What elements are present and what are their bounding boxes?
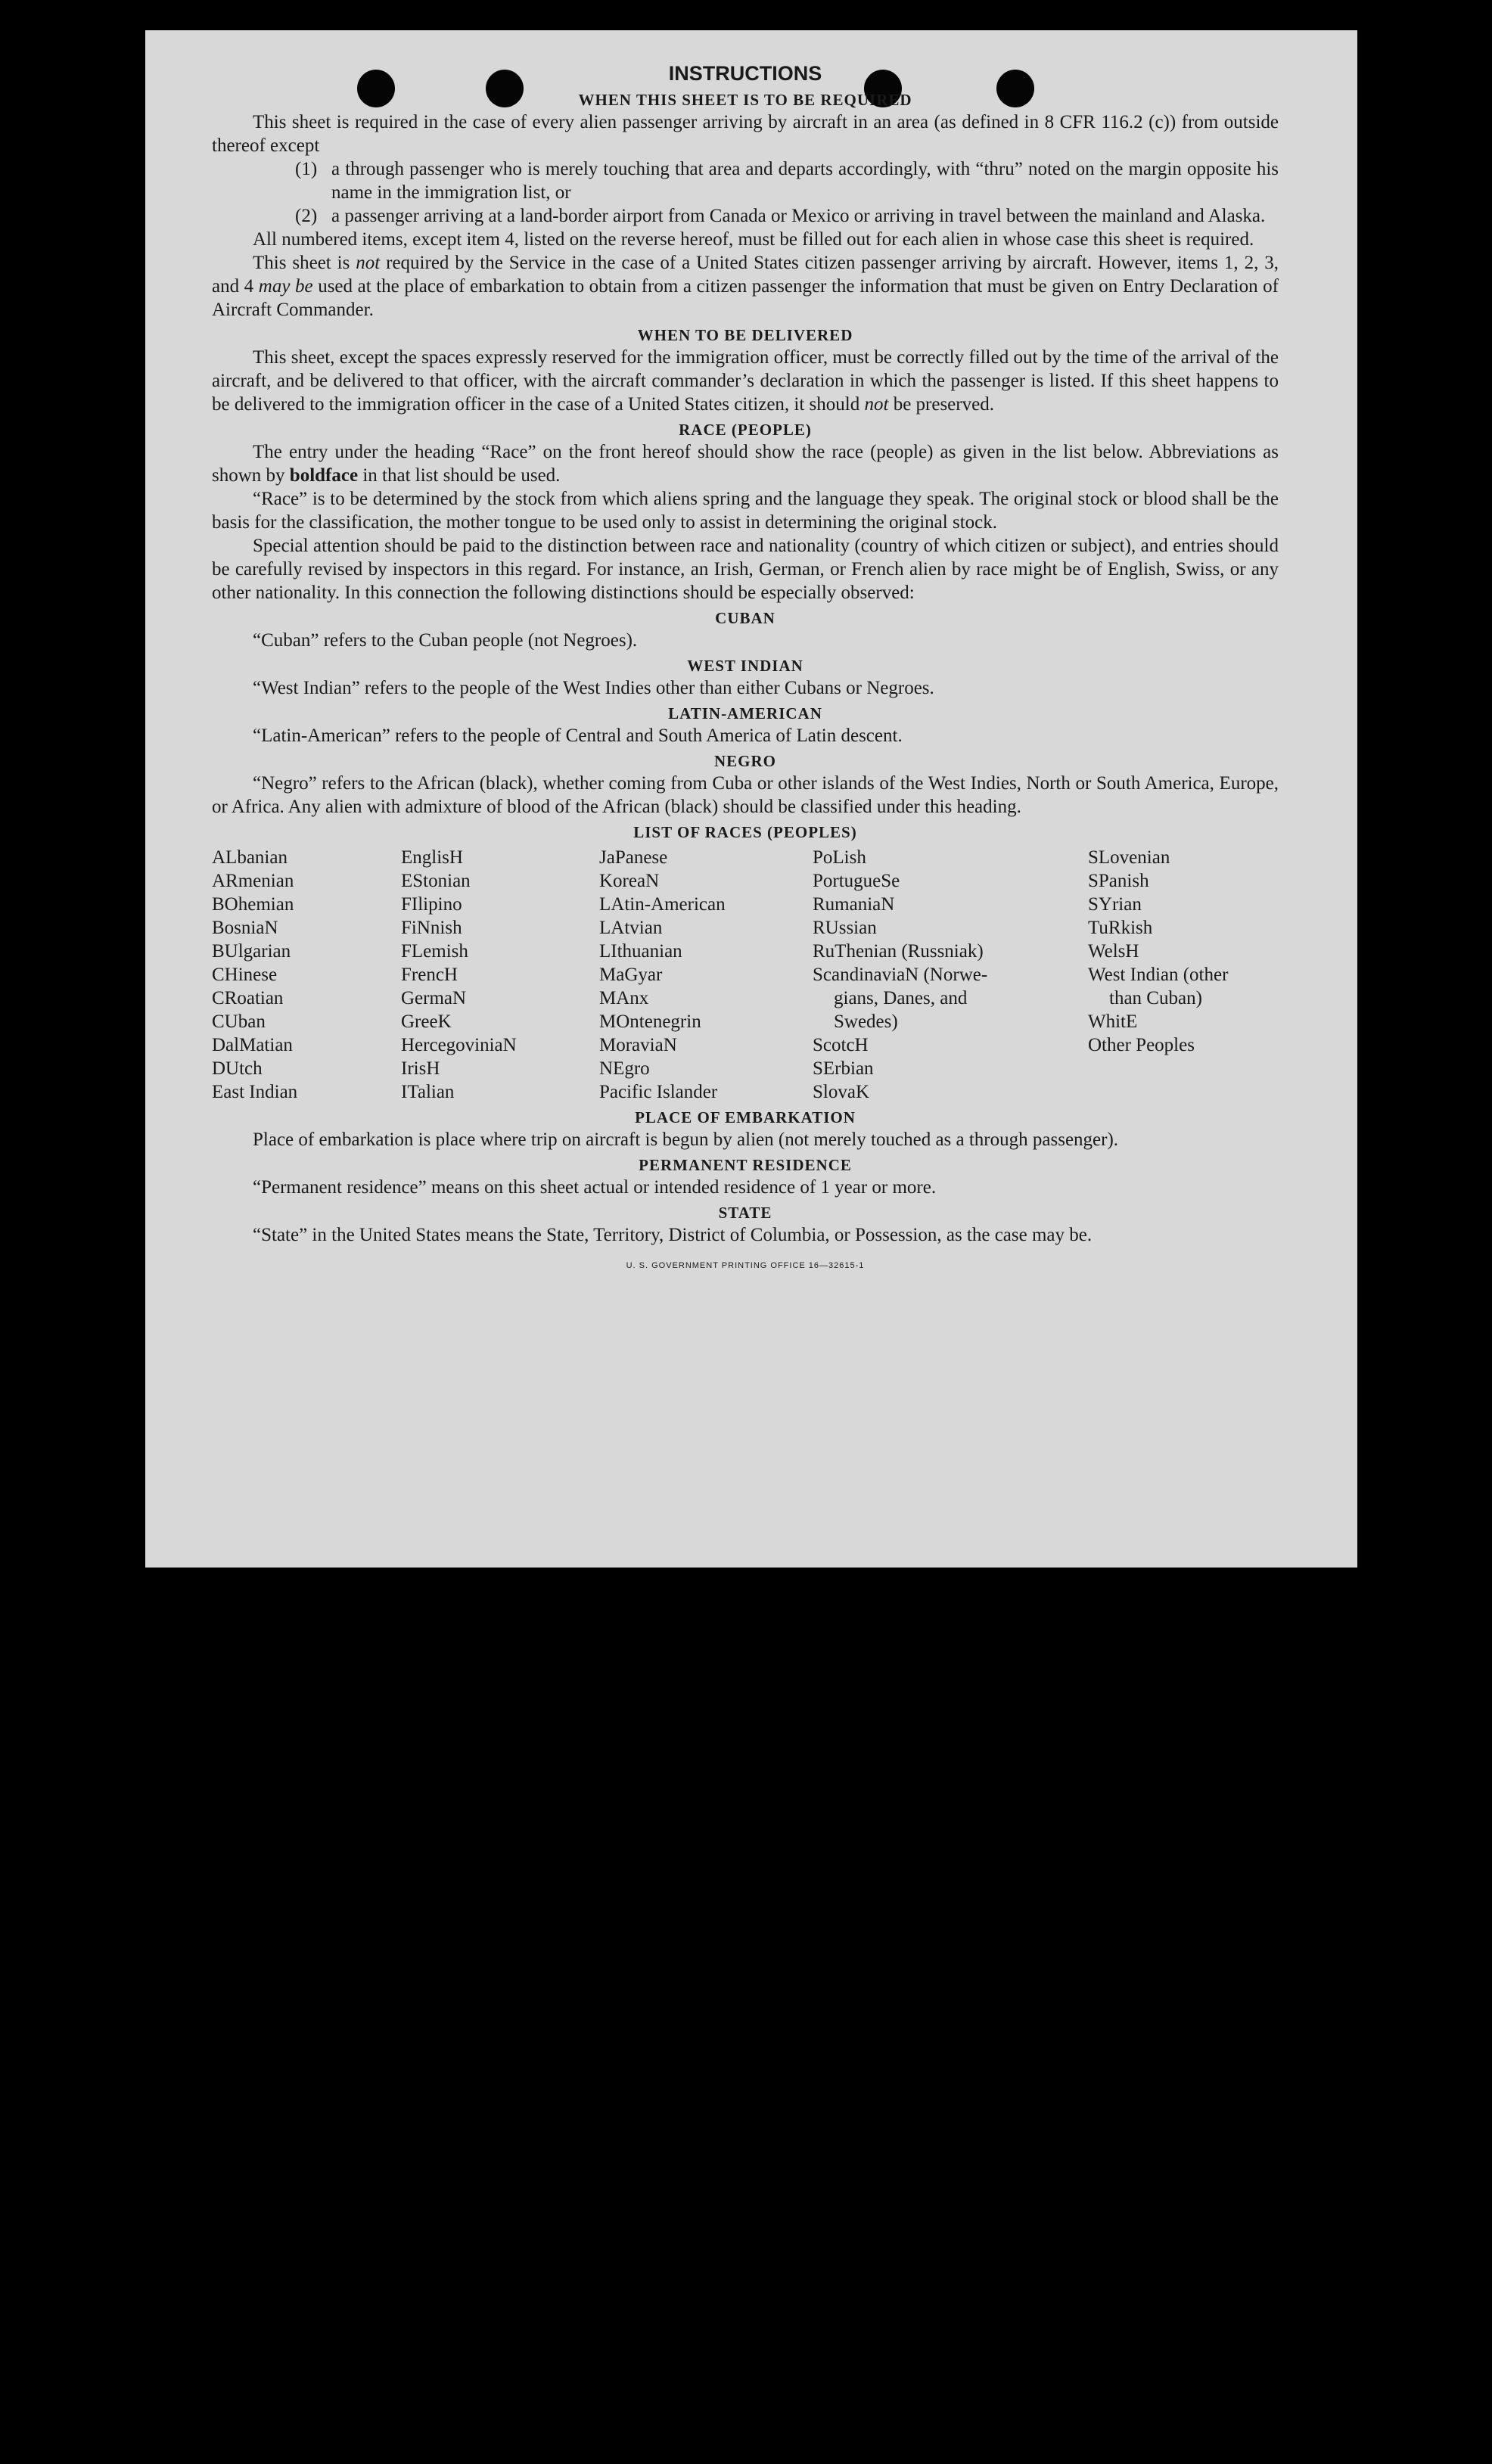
race-entry: NEgro [599,1058,650,1079]
race-entry: SErbian [813,1058,874,1079]
text-run: required by the Service in the case of a United States citizen passenger arriving by aircraft. However, items 1, 2, 3, and 4 [212,253,1279,297]
races-column [212,846,401,1104]
race-entry: WelsH [1088,941,1139,962]
race-entry: PoLish [813,847,866,868]
race-entry: SPanish [1088,871,1149,891]
section-heading-list-of-races: LIST OF RACES (PEOPLES) [633,823,857,841]
text-run: used at the place of embarkation to obtain from a citizen passenger the information that must be given on Entry Declaration of Aircraft Commander. [212,276,1279,320]
section-heading-required: WHEN THIS SHEET IS TO BE REQUIRED [578,91,912,109]
race-entry: PortugueSe [813,871,900,891]
emphasis: not [864,394,889,415]
race-entry: Pacific Islander [599,1082,718,1102]
list-text: a through passenger who is merely touching that area and departs accordingly, with “thru” noted on the margin opposite his name in the immigration list, or [331,159,1279,203]
race-entry: CHinese [212,965,278,985]
race-entry: LIthuanian [599,941,682,962]
paragraph: This sheet is required in the case of every alien passenger arriving by aircraft in an area (as defined in 8 CFR 116.2 (c)) from outside thereof except [212,112,1279,156]
list-item [295,204,1279,228]
paragraph: “Permanent residence” means on this sheet actual or intended residence of 1 year or more. [253,1177,937,1198]
race-entry: LAtin-American [599,894,726,915]
race-entry: SlovaK [813,1082,869,1102]
text-run: be preserved. [888,394,994,415]
list-number: (2) [295,206,318,226]
emphasis: not [356,253,381,273]
race-entry: EStonian [401,871,471,891]
race-entry: East Indian [212,1082,298,1102]
race-entry: JaPanese [599,847,668,868]
text-run: This sheet, except the spaces expressly reserved for the immigration officer, must be correctly filled out by the time of the arrival of the aircraft, and be delivered to that officer, with the aircraft commander’s declaration in which the passenger is listed. If this sheet happens to be delivered to the immigration officer in the case of a United States citizen, it should [212,347,1279,415]
race-entry: CRoatian [212,988,284,1008]
race-entry: FrencH [401,965,458,985]
race-entry: MAnx [599,988,649,1008]
text-run: This sheet is [253,253,356,273]
race-entry: MOntenegrin [599,1011,701,1032]
races-column [401,846,599,1104]
section-heading-negro: NEGRO [713,752,776,770]
text-run: The entry under the heading “Race” on the front hereof should show the race (people) as given in the list below. Abbreviations as shown by [212,442,1279,486]
section-heading-state: STATE [718,1204,772,1222]
paragraph: “West Indian” refers to the people of the West Indies other than either Cubans or Negroes. [253,678,934,698]
paragraph: Special attention should be paid to the distinction between race and nationality (country of which citizen or subject), and entries should be carefully revised by inspectors in this regard. For instance, an Irish, German, or French alien by race might be of English, Swiss, or any other nationality. In this connection the following distinctions should be especially observed: [212,536,1279,603]
race-entry: FiNnish [401,918,462,938]
race-entry: FIlipino [401,894,462,915]
section-heading-latin-american: LATIN-AMERICAN [668,704,822,722]
race-entry: DUtch [212,1058,263,1079]
text-run: in that list should be used. [358,465,561,486]
race-entry: ScotcH [813,1035,869,1055]
race-entry: SLovenian [1088,847,1170,868]
race-entry: LAtvian [599,918,663,938]
section-heading-delivered: WHEN TO BE DELIVERED [637,326,853,344]
race-entry: CUban [212,1011,266,1032]
bold-text: boldface [289,465,359,486]
paragraph: “Latin-American” refers to the people of Central and South America of Latin descent. [253,726,903,746]
list-item [295,157,1279,204]
race-entry: than Cuban) [1109,988,1202,1008]
race-entry: Other Peoples [1088,1035,1195,1055]
race-entry: gians, Danes, and [834,988,968,1008]
paragraph: “Race” is to be determined by the stock from which aliens spring and the language they speak. The original stock or blood shall be the basis for the classification, the mother tongue to be used only to assist in determining the original stock. [212,489,1279,533]
races-list [212,846,1279,1104]
race-entry: WhitE [1088,1011,1138,1032]
race-entry: GermaN [401,988,467,1008]
race-entry: MoraviaN [599,1035,677,1055]
paragraph: “Cuban” refers to the Cuban people (not Negroes). [253,630,638,651]
section-heading-west-indian: WEST INDIAN [687,657,804,675]
section-heading-cuban: CUBAN [715,609,776,627]
section-heading-embarkation: PLACE OF EMBARKATION [635,1108,856,1126]
paragraph: “Negro” refers to the African (black), whether coming from Cuba or other islands of the West Indies, North or South America, Europe, or Africa. Any alien with admixture of blood of the African (black) should be classified under this heading. [212,773,1279,817]
paragraph: Place of embarkation is place where trip on aircraft is begun by alien (not merely touched as a through passenger). [253,1129,1119,1150]
printer-imprint: U. S. GOVERNMENT PRINTING OFFICE 16—32615-1 [626,1261,865,1270]
section-heading-residence: PERMANENT RESIDENCE [639,1156,852,1174]
list-text: a passenger arriving at a land-border airport from Canada or Mexico or arriving in travel between the mainland and Alaska. [331,206,1266,226]
paragraph [212,440,1279,487]
race-entry: BUlgarian [212,941,291,962]
race-entry: ALbanian [212,847,288,868]
race-entry: Swedes) [834,1011,898,1032]
paragraph: “State” in the United States means the State, Territory, District of Columbia, or Possession, as the case may be. [253,1225,1093,1245]
race-entry: TuRkish [1088,918,1153,938]
race-entry: ITalian [401,1082,455,1102]
section-heading-race: RACE (PEOPLE) [679,421,812,439]
race-entry: BosniaN [212,918,278,938]
race-entry: HercegoviniaN [401,1035,517,1055]
emphasis: may be [258,276,313,297]
paragraph [212,346,1279,416]
race-entry: West Indian (other [1088,965,1229,985]
race-entry: ScandinaviaN (Norwe- [813,965,988,985]
race-entry: RUssian [813,918,877,938]
race-entry: RuThenian (Russniak) [813,941,984,962]
race-entry: IrisH [401,1058,440,1079]
paragraph [212,251,1279,322]
list-number: (1) [295,159,318,179]
document-page [145,30,1357,1568]
race-entry: FLemish [401,941,468,962]
race-entry: SYrian [1088,894,1142,915]
races-column [599,846,813,1104]
race-entry: KoreaN [599,871,660,891]
paragraph: All numbered items, except item 4, listed on the reverse hereof, must be filled out for each alien in whose case this sheet is required. [253,229,1254,250]
document-content [212,61,1279,1278]
race-entry: DalMatian [212,1035,293,1055]
race-entry: GreeK [401,1011,452,1032]
page-title: INSTRUCTIONS [668,62,822,85]
races-column [813,846,1088,1104]
race-entry: EnglisH [401,847,463,868]
race-entry: BOhemian [212,894,294,915]
race-entry: ARmenian [212,871,294,891]
race-entry: MaGyar [599,965,663,985]
races-column [1088,846,1277,1104]
race-entry: RumaniaN [813,894,895,915]
